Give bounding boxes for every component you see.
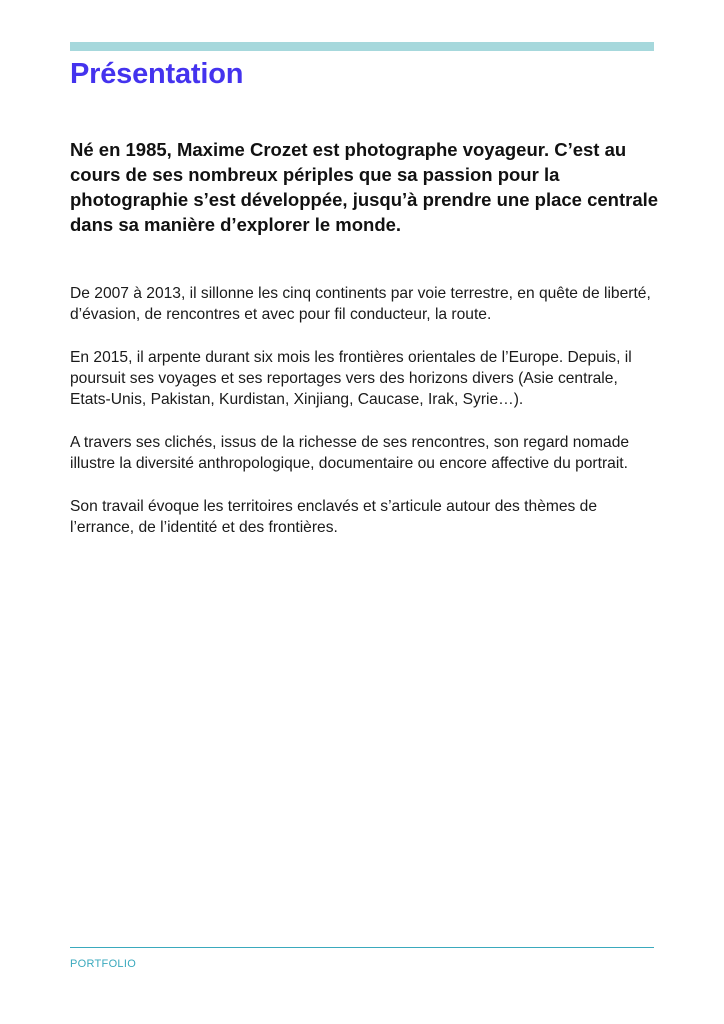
footer-label: PORTFOLIO <box>70 958 137 970</box>
header-accent-bar <box>70 42 654 51</box>
body-paragraph-1: De 2007 à 2013, il sillonne les cinq continents par voie terrestre, en quête de liberté, d’évasion, de rencontres et avec pour fil conducteur, la route. <box>70 285 651 323</box>
body-paragraph-2: En 2015, il arpente durant six mois les frontières orientales de l’Europe. Depuis, il poursuit ses voyages et ses reportages vers des horizons divers (Asie centrale, Etats-Unis, Pakistan, Kurdistan, Xinjiang, Caucase, Irak, Syrie…). <box>70 349 632 408</box>
footer-rule <box>70 947 654 948</box>
body-paragraph-4: Son travail évoque les territoires enclavés et s’articule autour des thèmes de l’errance, de l’identité et des frontières. <box>70 498 597 536</box>
page-title: Présentation <box>70 58 244 90</box>
body-paragraph-3: A travers ses clichés, issus de la richesse de ses rencontres, son regard nomade illustre la diversité anthropologique, documentaire ou encore affective du portrait. <box>70 434 630 472</box>
lead-paragraph: Né en 1985, Maxime Crozet est photographe voyageur. C’est au cours de ses nombreux périples que sa passion pour la photographie s’est développée, jusqu’à prendre une place centrale dans sa manière d’explorer le monde. <box>70 139 659 235</box>
body-text <box>70 283 660 560</box>
